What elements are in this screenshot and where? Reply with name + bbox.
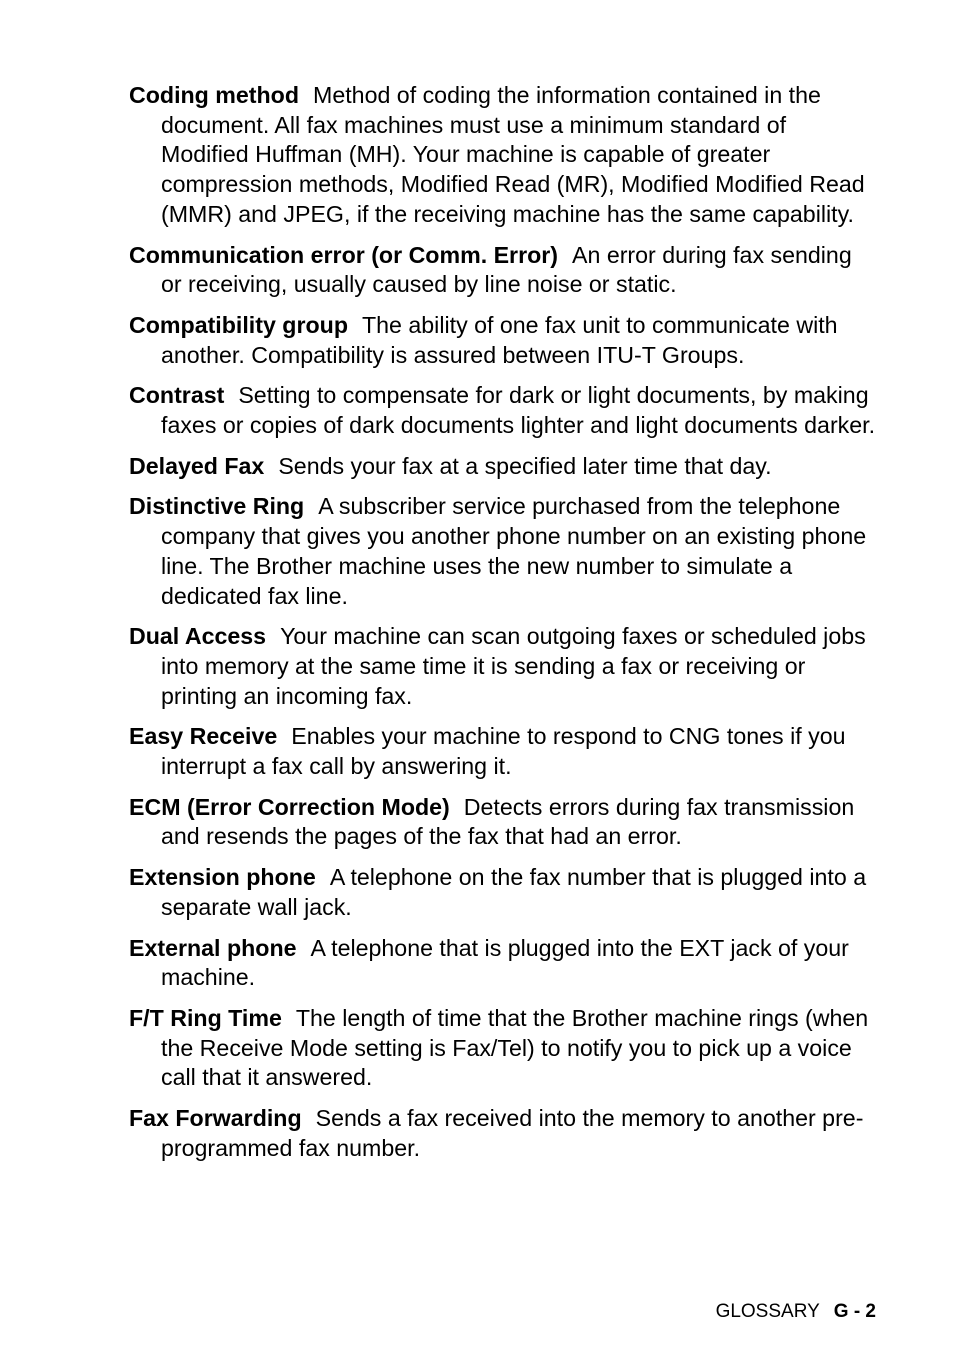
glossary-entry-compatibility-group — [129, 311, 877, 370]
glossary-entry-ecm — [129, 793, 877, 852]
glossary-term: Delayed Fax — [129, 452, 265, 479]
glossary-definition: A subscriber service purchased from the telephone company that gives you another phone number on an existing phone line. The Brother machine uses the new number to simulate a dedicated fax line. — [161, 493, 867, 609]
glossary-entry-dual-access — [129, 622, 877, 711]
glossary-term: Compatibility group — [129, 311, 348, 338]
glossary-definition: A telephone that is plugged into the EXT jack of your machine. — [161, 934, 849, 991]
page-footer — [716, 1300, 876, 1324]
footer-section-name: GLOSSARY — [715, 1301, 820, 1322]
glossary-definition: An error during fax sending or receiving, usually caused by line noise or static. — [161, 241, 852, 298]
glossary-term: Coding method — [129, 82, 300, 108]
glossary-definition: Sends a fax received into the memory to another pre-programmed fax number. — [161, 1105, 864, 1161]
glossary-term: F/T Ring Time — [129, 1004, 282, 1031]
glossary-entry-contrast — [129, 381, 877, 440]
glossary-term: Easy Receive — [129, 723, 278, 750]
glossary-term: Extension phone — [129, 864, 316, 891]
glossary-term: External phone — [129, 934, 297, 961]
glossary-definition: The length of time that the Brother machine rings (when the Receive Mode setting is Fax/Tel) to notify you to pick up a voice call that it answered. — [161, 1004, 869, 1091]
glossary-term: Fax Forwarding — [129, 1105, 302, 1132]
glossary-entry-fax-forwarding — [129, 1104, 877, 1163]
glossary-entry-coding-method — [129, 81, 877, 230]
glossary-entry-communication-error — [129, 241, 877, 300]
glossary-definition: A telephone on the fax number that is plugged into a separate wall jack. — [161, 864, 867, 920]
glossary-definition: Detects errors during fax transmission and resends the pages of the fax that had an error. — [161, 793, 855, 850]
glossary-entry-ft-ring-time — [129, 1004, 877, 1093]
glossary-definition: Sends your fax at a specified later time that day. — [278, 452, 772, 479]
glossary-entry-extension-phone — [129, 863, 877, 922]
glossary-definition: Enables your machine to respond to CNG tones if you interrupt a fax call by answering it. — [161, 723, 846, 780]
glossary-entry-delayed-fax — [129, 452, 877, 482]
glossary-term: Contrast — [129, 382, 225, 409]
glossary-term: Dual Access — [129, 623, 267, 650]
glossary-term: Communication error (or Comm. Error) — [129, 241, 559, 268]
glossary-definition: The ability of one fax unit to communicate with another. Compatibility is assured between ITU-T Groups. — [161, 311, 838, 368]
glossary-entry-distinctive-ring — [129, 492, 877, 611]
glossary-definition: Method of coding the information contained in the document. All fax machines must use a minimum standard of Modified Huffman (MH). Your machine is capable of greater compression methods, Modified Read (MR), Modified Modified Read (MMR) and JPEG, if the receiving machine has the same capability. — [161, 82, 865, 227]
glossary-entry-easy-receive — [129, 722, 877, 781]
glossary-list — [129, 81, 877, 1175]
glossary-term: ECM (Error Correction Mode) — [129, 793, 450, 820]
glossary-definition: Setting to compensate for dark or light documents, by making faxes or copies of dark documents lighter and light documents darker. — [161, 382, 876, 439]
page-number: G - 2 — [833, 1301, 876, 1322]
glossary-term: Distinctive Ring — [129, 493, 305, 520]
glossary-definition: Your machine can scan outgoing faxes or scheduled jobs into memory at the same time it is sending a fax or receiving or printing an incoming fax. — [161, 623, 866, 709]
glossary-entry-external-phone — [129, 934, 877, 993]
